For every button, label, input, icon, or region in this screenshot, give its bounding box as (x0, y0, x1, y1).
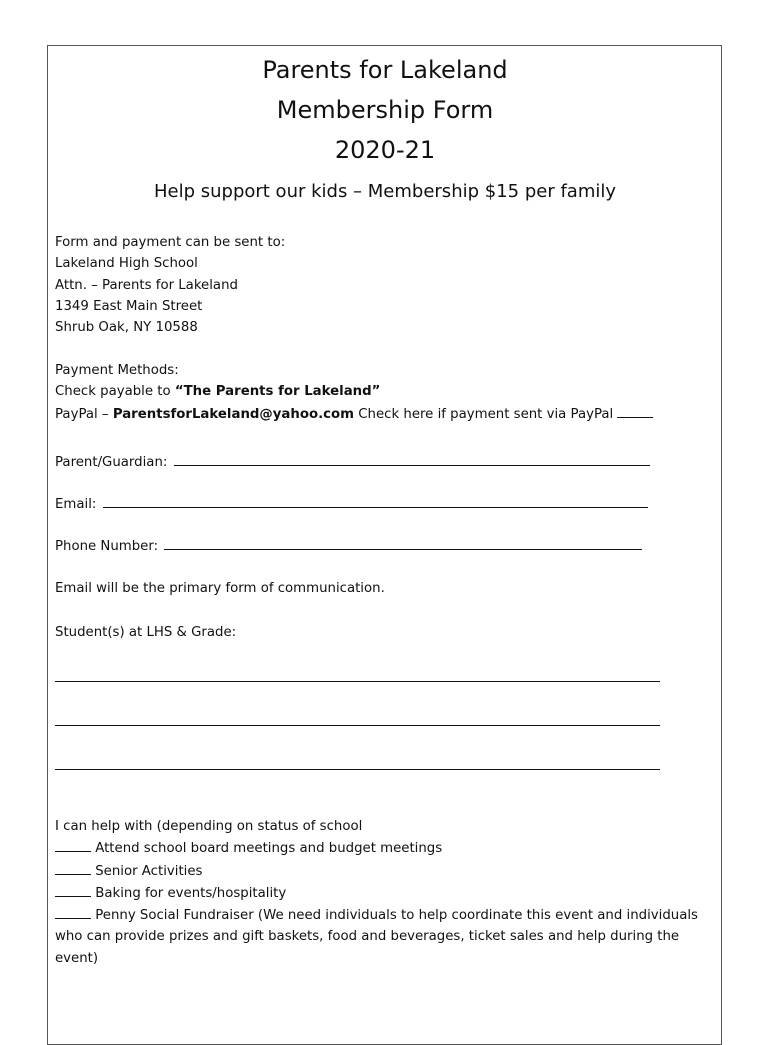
help-option-blank[interactable] (55, 837, 91, 852)
student-blank-line-3[interactable] (55, 768, 660, 770)
check-payee: “The Parents for Lakeland” (174, 384, 381, 400)
student-blank-line-2[interactable] (55, 724, 660, 726)
help-option-label: Penny Social Fundraiser (We need individuals to help coordinate this event and individuals who can provide prizes and gift baskets, food and beverages, ticket sales and help during the event) (55, 908, 698, 966)
mailing-street: 1349 East Main Street (55, 298, 203, 314)
paypal-check-blank[interactable] (617, 403, 653, 418)
help-option-label: Senior Activities (95, 863, 203, 879)
help-option-blank[interactable] (55, 860, 91, 875)
paypal-prefix: PayPal – (55, 406, 113, 422)
help-option-blank[interactable] (55, 882, 91, 897)
help-option (55, 904, 720, 969)
paypal-email: ParentsforLakeland@yahoo.com (112, 406, 355, 422)
payment-methods-block (55, 360, 653, 425)
help-option (55, 837, 720, 859)
communication-note: Email will be the primary form of communication. (55, 581, 385, 596)
email-blank[interactable] (103, 493, 648, 508)
help-option (55, 882, 720, 904)
phone-number-field (55, 535, 642, 557)
form-subtitle: Help support our kids – Membership $15 per family (153, 181, 617, 202)
payment-heading: Payment Methods: (55, 363, 179, 378)
help-option-label: Attend school board meetings and budget meetings (95, 841, 443, 857)
mailing-heading: Form and payment can be sent to: (55, 235, 286, 250)
payment-check-line (55, 381, 653, 402)
form-title-year: 2020-21 (334, 136, 436, 164)
parent-guardian-field (55, 451, 650, 473)
parent-guardian-blank[interactable] (174, 451, 650, 466)
phone-number-label: Phone Number: (55, 539, 163, 554)
payment-paypal-line (55, 403, 653, 425)
mailing-address-block (55, 232, 285, 338)
form-title-line-2: Membership Form (276, 96, 494, 124)
mailing-city: Shrub Oak, NY 10588 (55, 320, 198, 336)
help-option-blank[interactable] (55, 904, 91, 919)
mailing-school: Lakeland High School (55, 256, 198, 272)
volunteer-help-block (55, 816, 720, 969)
email-field (55, 493, 648, 515)
check-prefix: Check payable to (55, 384, 175, 400)
help-heading: I can help with (depending on status of school (55, 819, 363, 834)
email-label: Email: (55, 497, 101, 512)
help-option-label: Baking for events/hospitality (95, 885, 287, 901)
parent-guardian-label: Parent/Guardian: (55, 455, 172, 470)
phone-number-blank[interactable] (164, 535, 642, 550)
mailing-attention: Attn. – Parents for Lakeland (55, 277, 238, 293)
student-blank-line-1[interactable] (55, 680, 660, 682)
paypal-check-text: Check here if payment sent via PayPal (354, 406, 618, 422)
help-option (55, 860, 720, 882)
form-title-line-1: Parents for Lakeland (262, 56, 508, 84)
students-label: Student(s) at LHS & Grade: (55, 625, 237, 640)
